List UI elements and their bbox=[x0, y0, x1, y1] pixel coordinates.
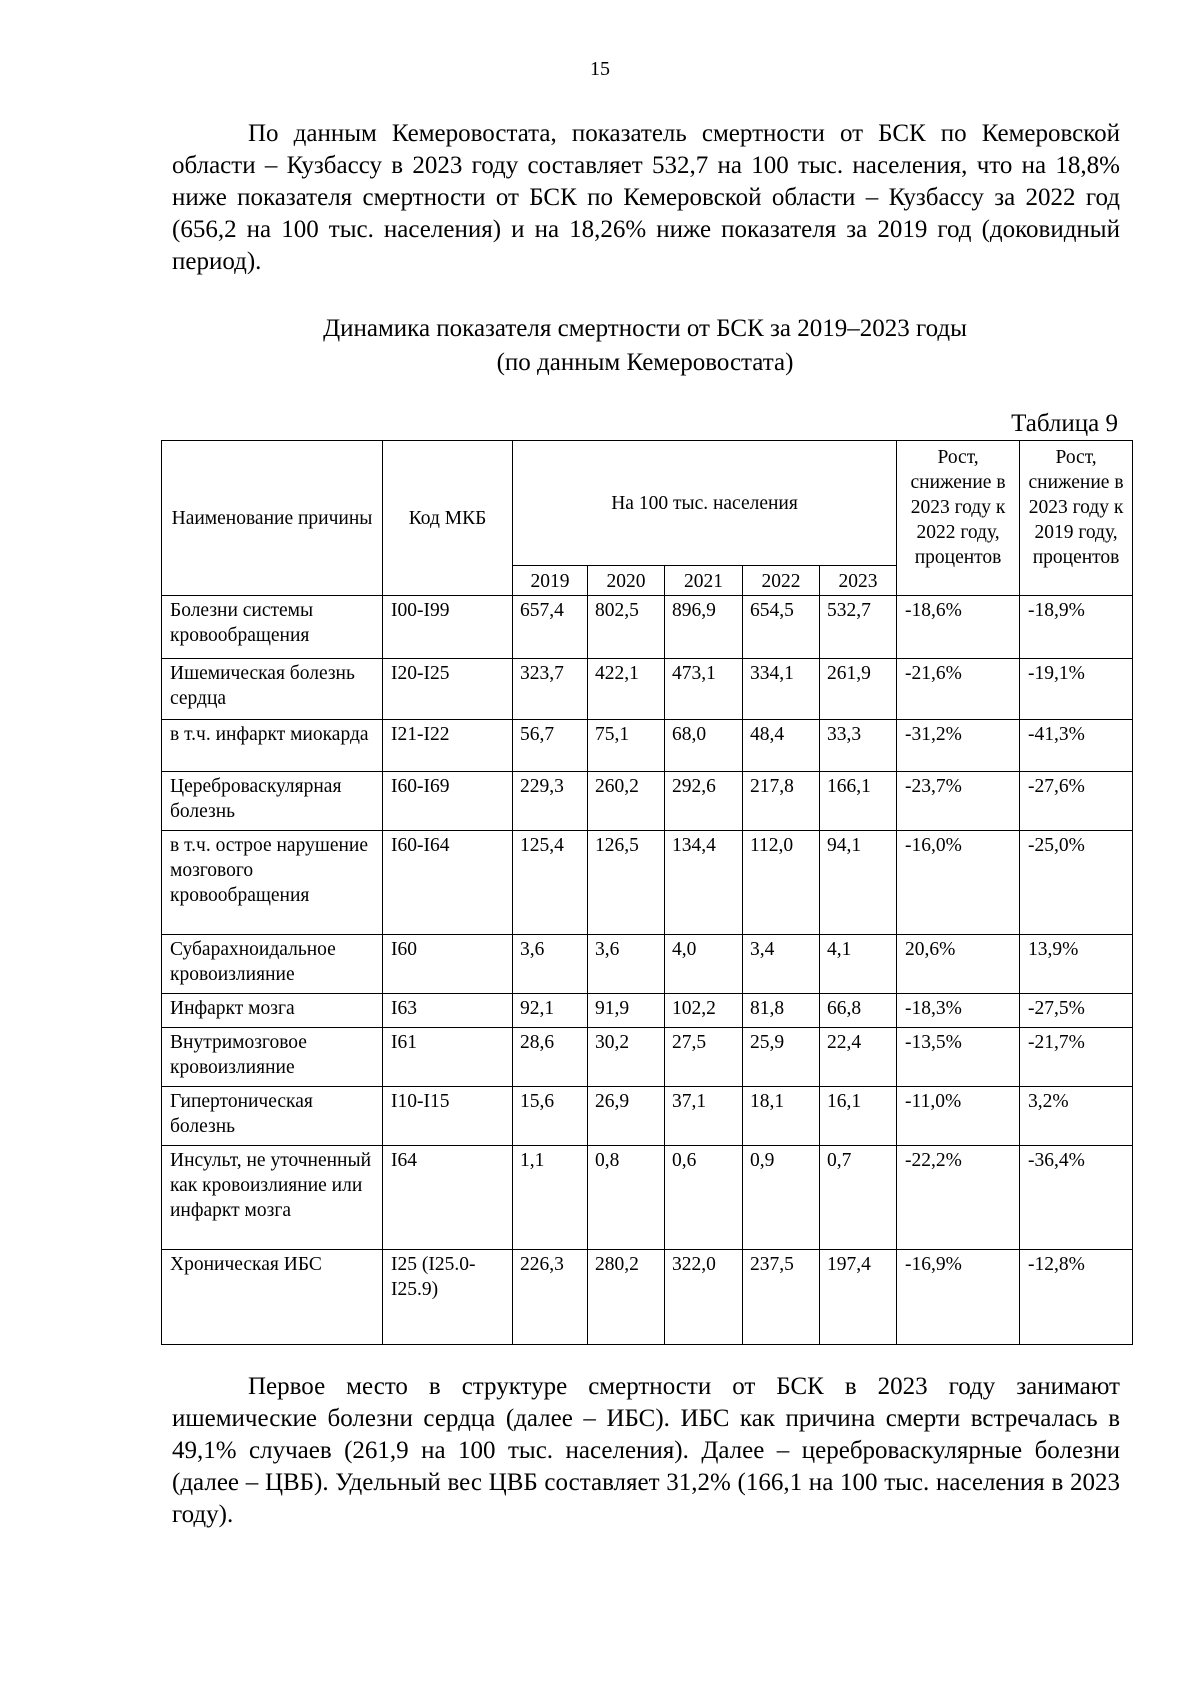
change-2019-cell: 13,9% bbox=[1020, 935, 1133, 994]
value-cell: 102,2 bbox=[665, 994, 743, 1028]
cause-name-cell: Субарахноидальное кровоизлияние bbox=[162, 935, 383, 994]
table-row bbox=[162, 1028, 1133, 1087]
icd-code-cell: I21-I22 bbox=[383, 720, 513, 772]
value-cell: 15,6 bbox=[513, 1087, 588, 1146]
change-2022-cell: -16,9% bbox=[897, 1250, 1020, 1345]
value-cell: 0,7 bbox=[820, 1146, 897, 1250]
value-cell: 261,9 bbox=[820, 659, 897, 720]
cause-name-cell: Внутримозговое кровоизлияние bbox=[162, 1028, 383, 1087]
table-caption bbox=[0, 312, 1200, 380]
value-cell: 33,3 bbox=[820, 720, 897, 772]
header-change-2019: Рост, снижение в 2023 году к 2019 году, процентов bbox=[1020, 441, 1133, 596]
value-cell: 30,2 bbox=[588, 1028, 665, 1087]
value-cell: 280,2 bbox=[588, 1250, 665, 1345]
value-cell: 322,0 bbox=[665, 1250, 743, 1345]
value-cell: 134,4 bbox=[665, 831, 743, 935]
value-cell: 657,4 bbox=[513, 596, 588, 659]
icd-code-cell: I10-I15 bbox=[383, 1087, 513, 1146]
cause-name-cell: Хроническая ИБС bbox=[162, 1250, 383, 1345]
cause-name-cell: в т.ч. острое нарушение мозгового кровообращения bbox=[162, 831, 383, 935]
change-2019-cell: -21,7% bbox=[1020, 1028, 1133, 1087]
value-cell: 126,5 bbox=[588, 831, 665, 935]
value-cell: 25,9 bbox=[743, 1028, 820, 1087]
value-cell: 292,6 bbox=[665, 772, 743, 831]
value-cell: 81,8 bbox=[743, 994, 820, 1028]
change-2022-cell: -18,3% bbox=[897, 994, 1020, 1028]
value-cell: 4,1 bbox=[820, 935, 897, 994]
cause-name-cell: Ишемическая болезнь сердца bbox=[162, 659, 383, 720]
change-2019-cell: -27,6% bbox=[1020, 772, 1133, 831]
change-2019-cell: -19,1% bbox=[1020, 659, 1133, 720]
change-2022-cell: -18,6% bbox=[897, 596, 1020, 659]
value-cell: 125,4 bbox=[513, 831, 588, 935]
change-2022-cell: -31,2% bbox=[897, 720, 1020, 772]
change-2019-cell: -41,3% bbox=[1020, 720, 1133, 772]
value-cell: 166,1 bbox=[820, 772, 897, 831]
header-year: 2023 bbox=[820, 566, 897, 596]
table-row bbox=[162, 720, 1133, 772]
value-cell: 22,4 bbox=[820, 1028, 897, 1087]
change-2022-cell: -16,0% bbox=[897, 831, 1020, 935]
cause-name-cell: Гипертоническая болезнь bbox=[162, 1087, 383, 1146]
value-cell: 237,5 bbox=[743, 1250, 820, 1345]
change-2019-cell: 3,2% bbox=[1020, 1087, 1133, 1146]
value-cell: 37,1 bbox=[665, 1087, 743, 1146]
change-2019-cell: -18,9% bbox=[1020, 596, 1133, 659]
icd-code-cell: I60 bbox=[383, 935, 513, 994]
value-cell: 473,1 bbox=[665, 659, 743, 720]
change-2019-cell: -25,0% bbox=[1020, 831, 1133, 935]
table-row bbox=[162, 1250, 1133, 1345]
value-cell: 91,9 bbox=[588, 994, 665, 1028]
value-cell: 654,5 bbox=[743, 596, 820, 659]
value-cell: 0,6 bbox=[665, 1146, 743, 1250]
change-2022-cell: 20,6% bbox=[897, 935, 1020, 994]
icd-code-cell: I63 bbox=[383, 994, 513, 1028]
value-cell: 260,2 bbox=[588, 772, 665, 831]
value-cell: 3,4 bbox=[743, 935, 820, 994]
paragraph-conclusion: Первое место в структуре смертности от БСК в 2023 году занимают ишемические болезни сердца (далее – ИБС). ИБС как причина смерти встречалась в 49,1% случаев (261,9 на 100 тыс. населения). Далее – цереброваскулярные болезни (далее – ЦВБ). Удельный вес ЦВБ составляет 31,2% (166,1 на 100 тыс. населения в 2023 году). bbox=[172, 1373, 1120, 1528]
table-row bbox=[162, 596, 1133, 659]
header-year: 2020 bbox=[588, 566, 665, 596]
table-row bbox=[162, 831, 1133, 935]
change-2022-cell: -23,7% bbox=[897, 772, 1020, 831]
header-year: 2022 bbox=[743, 566, 820, 596]
icd-code-cell: I64 bbox=[383, 1146, 513, 1250]
table-label: Таблица 9 bbox=[1011, 410, 1118, 437]
value-cell: 3,6 bbox=[588, 935, 665, 994]
icd-code-cell: I25 (I25.0-I25.9) bbox=[383, 1250, 513, 1345]
value-cell: 323,7 bbox=[513, 659, 588, 720]
value-cell: 229,3 bbox=[513, 772, 588, 831]
value-cell: 802,5 bbox=[588, 596, 665, 659]
value-cell: 48,4 bbox=[743, 720, 820, 772]
value-cell: 532,7 bbox=[820, 596, 897, 659]
value-cell: 0,9 bbox=[743, 1146, 820, 1250]
mortality-table bbox=[161, 440, 1133, 1345]
caption-line-2: (по данным Кемеровостата) bbox=[496, 349, 794, 376]
table-row bbox=[162, 772, 1133, 831]
cause-name-cell: Болезни системы кровообращения bbox=[162, 596, 383, 659]
value-cell: 4,0 bbox=[665, 935, 743, 994]
value-cell: 896,9 bbox=[665, 596, 743, 659]
change-2019-cell: -36,4% bbox=[1020, 1146, 1133, 1250]
value-cell: 16,1 bbox=[820, 1087, 897, 1146]
header-change-2022: Рост, снижение в 2023 году к 2022 году, процентов bbox=[897, 441, 1020, 596]
icd-code-cell: I20-I25 bbox=[383, 659, 513, 720]
change-2019-cell: -27,5% bbox=[1020, 994, 1133, 1028]
header-year: 2021 bbox=[665, 566, 743, 596]
value-cell: 68,0 bbox=[665, 720, 743, 772]
header-cause: Наименование причины bbox=[162, 441, 383, 596]
cause-name-cell: Инсульт, не уточненный как кровоизлияние или инфаркт мозга bbox=[162, 1146, 383, 1250]
change-2022-cell: -11,0% bbox=[897, 1087, 1020, 1146]
cause-name-cell: в т.ч. инфаркт миокарда bbox=[162, 720, 383, 772]
icd-code-cell: I60-I64 bbox=[383, 831, 513, 935]
table-row bbox=[162, 935, 1133, 994]
value-cell: 3,6 bbox=[513, 935, 588, 994]
value-cell: 27,5 bbox=[665, 1028, 743, 1087]
caption-line-1: Динамика показателя смертности от БСК за 2019–2023 годы bbox=[323, 315, 967, 342]
value-cell: 112,0 bbox=[743, 831, 820, 935]
page-number: 15 bbox=[590, 58, 610, 80]
header-per-100k: На 100 тыс. населения bbox=[513, 441, 897, 566]
header-year: 2019 bbox=[513, 566, 588, 596]
icd-code-cell: I60-I69 bbox=[383, 772, 513, 831]
cause-name-cell: Цереброваскулярная болезнь bbox=[162, 772, 383, 831]
value-cell: 92,1 bbox=[513, 994, 588, 1028]
change-2019-cell: -12,8% bbox=[1020, 1250, 1133, 1345]
value-cell: 75,1 bbox=[588, 720, 665, 772]
value-cell: 94,1 bbox=[820, 831, 897, 935]
value-cell: 66,8 bbox=[820, 994, 897, 1028]
value-cell: 56,7 bbox=[513, 720, 588, 772]
table-row bbox=[162, 994, 1133, 1028]
icd-code-cell: I00-I99 bbox=[383, 596, 513, 659]
table-row bbox=[162, 1146, 1133, 1250]
value-cell: 18,1 bbox=[743, 1087, 820, 1146]
value-cell: 226,3 bbox=[513, 1250, 588, 1345]
header-icd-code: Код МКБ bbox=[383, 441, 513, 596]
value-cell: 0,8 bbox=[588, 1146, 665, 1250]
value-cell: 422,1 bbox=[588, 659, 665, 720]
value-cell: 334,1 bbox=[743, 659, 820, 720]
paragraph-intro: По данным Кемеровостата, показатель смертности от БСК по Кемеровской области – Кузбассу в 2023 году составляет 532,7 на 100 тыс. населения, что на 18,8% ниже показателя смертности от БСК по Кемеровской области – Кузбассу за 2022 год (656,2 на 100 тыс. населения) и на 18,26% ниже показателя за 2019 год (доковидный период). bbox=[172, 120, 1120, 275]
value-cell: 28,6 bbox=[513, 1028, 588, 1087]
table-row bbox=[162, 659, 1133, 720]
value-cell: 217,8 bbox=[743, 772, 820, 831]
cause-name-cell: Инфаркт мозга bbox=[162, 994, 383, 1028]
table-row bbox=[162, 1087, 1133, 1146]
change-2022-cell: -21,6% bbox=[897, 659, 1020, 720]
icd-code-cell: I61 bbox=[383, 1028, 513, 1087]
change-2022-cell: -13,5% bbox=[897, 1028, 1020, 1087]
value-cell: 197,4 bbox=[820, 1250, 897, 1345]
change-2022-cell: -22,2% bbox=[897, 1146, 1020, 1250]
value-cell: 1,1 bbox=[513, 1146, 588, 1250]
value-cell: 26,9 bbox=[588, 1087, 665, 1146]
